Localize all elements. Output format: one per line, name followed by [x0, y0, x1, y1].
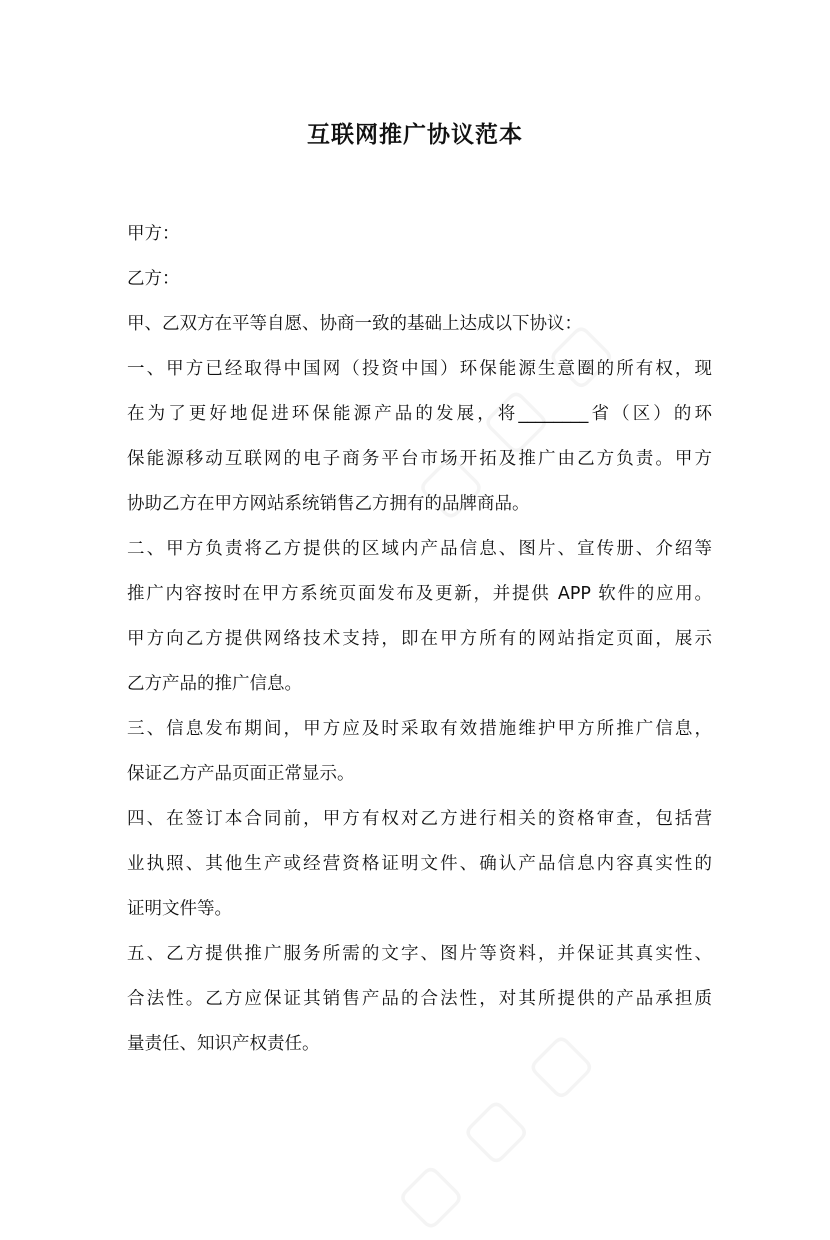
- document-body: [127, 212, 712, 1067]
- clause-3-line: 三、信息发布期间，甲方应及时采取有效措施维护甲方所推广信息，: [127, 719, 712, 739]
- clause-5-line: 合法性。乙方应保证其销售产品的合法性，对其所提供的产品承担质: [127, 989, 712, 1009]
- clause-1-line: 在为了更好地促进环保能源产品的发展，将________省（区）的环: [127, 404, 712, 424]
- clause-2-line: 乙方产品的推广信息。: [127, 674, 302, 694]
- agreement-intro: 甲、乙双方在平等自愿、协商一致的基础上达成以下协议：: [127, 314, 582, 334]
- clause-2-line: 甲方向乙方提供网络技术支持，即在甲方所有的网站指定页面，展示: [127, 629, 712, 649]
- party-b-line: 乙方：: [127, 269, 180, 289]
- clause-2-line: 推广内容按时在甲方系统页面发布及更新，并提供 APP 软件的应用。: [127, 584, 712, 604]
- party-a-line: 甲方：: [127, 224, 180, 244]
- clause-1-line: 一、甲方已经取得中国网（投资中国）环保能源生意圈的所有权，现: [127, 359, 712, 379]
- clause-3-line: 保证乙方产品页面正常显示。: [127, 764, 355, 784]
- clause-5-line: 五、乙方提供推广服务所需的文字、图片等资料，并保证其真实性、: [127, 944, 712, 964]
- clause-2-line: 二、甲方负责将乙方提供的区域内产品信息、图片、宣传册、介绍等: [127, 539, 712, 559]
- document-title: 互联网推广协议范本: [307, 122, 523, 148]
- clause-1-line: 协助乙方在甲方网站系统销售乙方拥有的品牌商品。: [127, 494, 530, 514]
- clause-5-line: 量责任、知识产权责任。: [127, 1034, 320, 1054]
- clause-4-line: 证明文件等。: [127, 899, 232, 919]
- clause-4-line: 四、在签订本合同前，甲方有权对乙方进行相关的资格审查，包括营: [127, 809, 712, 829]
- clause-1-line: 保能源移动互联网的电子商务平台市场开拓及推广由乙方负责。甲方: [127, 449, 712, 469]
- clause-4-line: 业执照、其他生产或经营资格证明文件、确认产品信息内容真实性的: [127, 854, 712, 874]
